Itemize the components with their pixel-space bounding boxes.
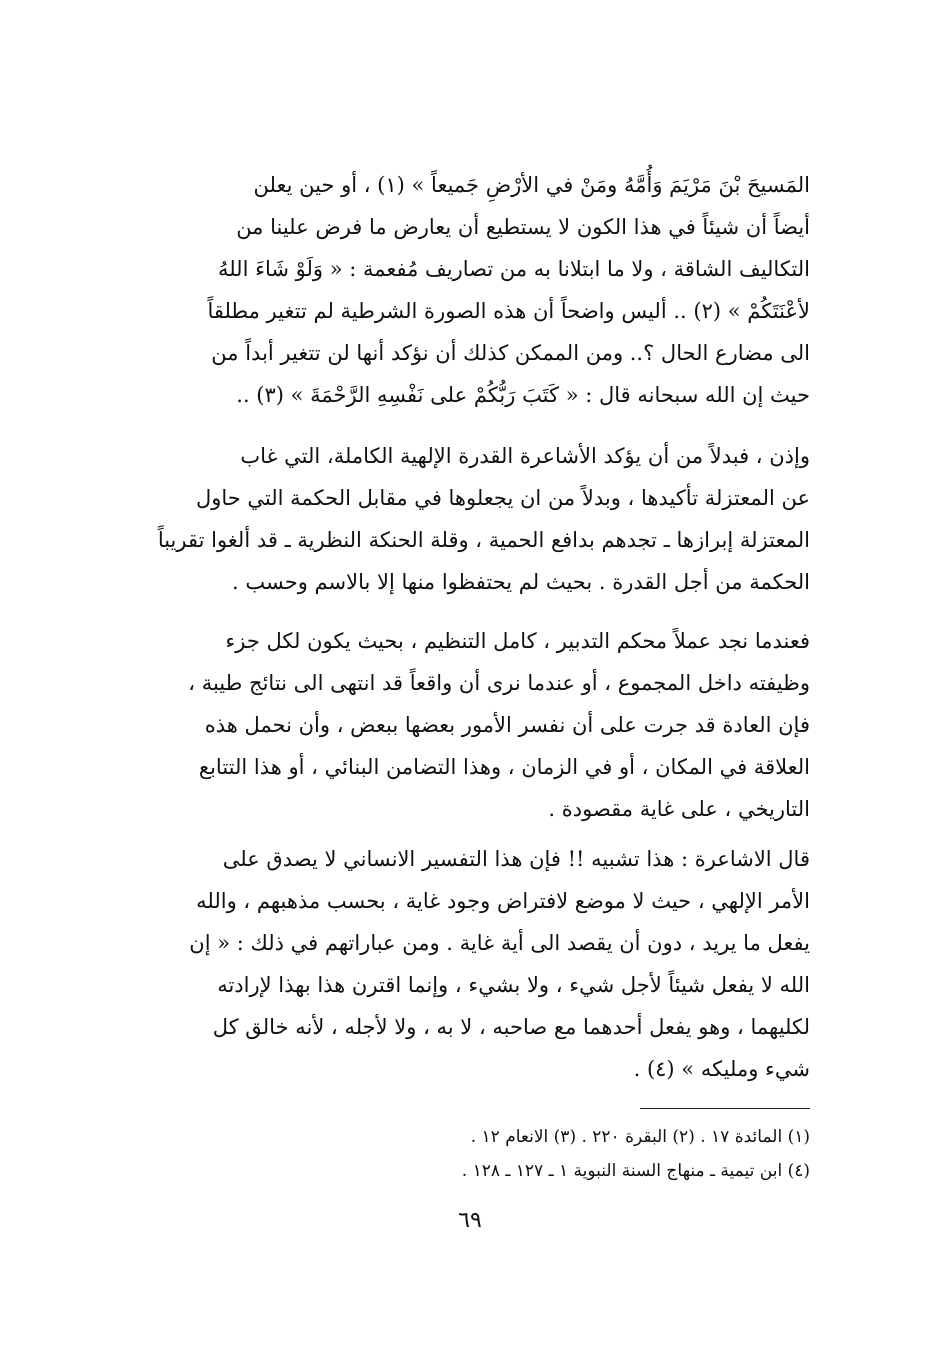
text-line: قال الاشاعرة : هذا تشبيه !! فإن هذا التفسير الانساني لا يصدق على [222,847,810,871]
text-line: وإذن ، فبدلاً من أن يؤكد الأشاعرة القدرة الإلهية الكاملة، التي غاب [240,444,810,468]
paragraph-2 [130,435,810,603]
text-line: العلاقة في المكان ، أو في الزمان ، وهذا التضامن البنائي ، أو هذا التتابع [198,755,810,779]
page-number: ٦٩ [458,1208,482,1233]
text-line: المَسيحَ بْنَ مَرْيَمَ وَأُمَّهُ ومَنْ في الأرْضِ جَميعاً » (١) ، أو حين يعلن [253,173,810,197]
footnote-line: (١) المائدة ١٧ . (٢) البقرة ٢٢٠ . (٣) الانعام ١٢ . [470,1127,810,1147]
footnote-line: (٤) ابن تيمية ـ منهاج السنة النبوية ١ ـ ١٢٧ ـ ١٢٨ . [461,1161,810,1181]
text-line: عن المعتزلة تأكيدها ، وبدلاً من ان يجعلوها في مقابل الحكمة التي حاول [195,486,810,510]
text-line: يفعل ما يريد ، دون أن يقصد الى أية غاية . ومن عباراتهم في ذلك : « إن [189,931,810,955]
text-line: الحكمة من أجل القدرة . بحيث لم يحتفظوا منها إلا بالاسم وحسب . [232,570,810,594]
text-line: لأعْنَتَكُمْ » (٢) .. أليس واضحاً أن هذه الصورة الشرطية لم تتغير مطلقاً [207,299,810,323]
text-line: فإن العادة قد جرت على أن نفسر الأمور بعضها ببعض ، وأن نحمل هذه [204,713,810,737]
paragraph-1 [130,164,810,416]
text-line: التاريخي ، على غاية مقصودة . [548,797,810,821]
text-line: التكاليف الشاقة ، ولا ما ابتلانا به من تصاريف مُفعمة : « وَلَوْ شَاءَ اللهُ [217,257,810,281]
text-line: لكليهما ، وهو يفعل أحدهما مع صاحبه ، لا به ، ولا لأجله ، لأنه خالق كل [212,1015,810,1039]
text-line: وظيفته داخل المجموع ، أو عندما نرى أن واقعاً قد انتهى الى نتائج طيبة ، [188,671,810,695]
text-line: حيث إن الله سبحانه قال : « كَتَبَ رَبُّكُمْ على نَفْسِهِ الرَّحْمَةَ » (٣) .. [236,383,810,407]
text-line: أيضاً أن شيئاً في هذا الكون لا يستطيع أن يعارض ما فرض علينا من [236,215,810,239]
text-line: فعندما نجد عملاً محكم التدبير ، كامل التنظيم ، بحيث يكون لكل جزء [225,629,810,653]
text-line: الى مضارع الحال ؟.. ومن الممكن كذلك أن نؤكد أنها لن تتغير أبداً من [211,341,810,365]
footnotes [300,1120,810,1188]
text-line: الأمر الإلهي ، حيث لا موضع لافتراض وجود غاية ، بحسب مذهبهم ، والله [196,889,810,913]
paragraph-4 [130,838,810,1090]
text-line: شيء ومليكه » (٤) . [633,1057,810,1081]
paragraph-3 [130,620,810,830]
footnote-divider [640,1108,810,1109]
text-line: الله لا يفعل شيئاً لأجل شيء ، ولا بشيء ، وإنما اقترن هذا بهذا لإرادته [217,973,810,997]
text-line: المعتزلة إبرازها ـ تجدهم بدافع الحمية ، وقلة الحنكة النظرية ـ قد ألغوا تقريباً [157,528,810,552]
